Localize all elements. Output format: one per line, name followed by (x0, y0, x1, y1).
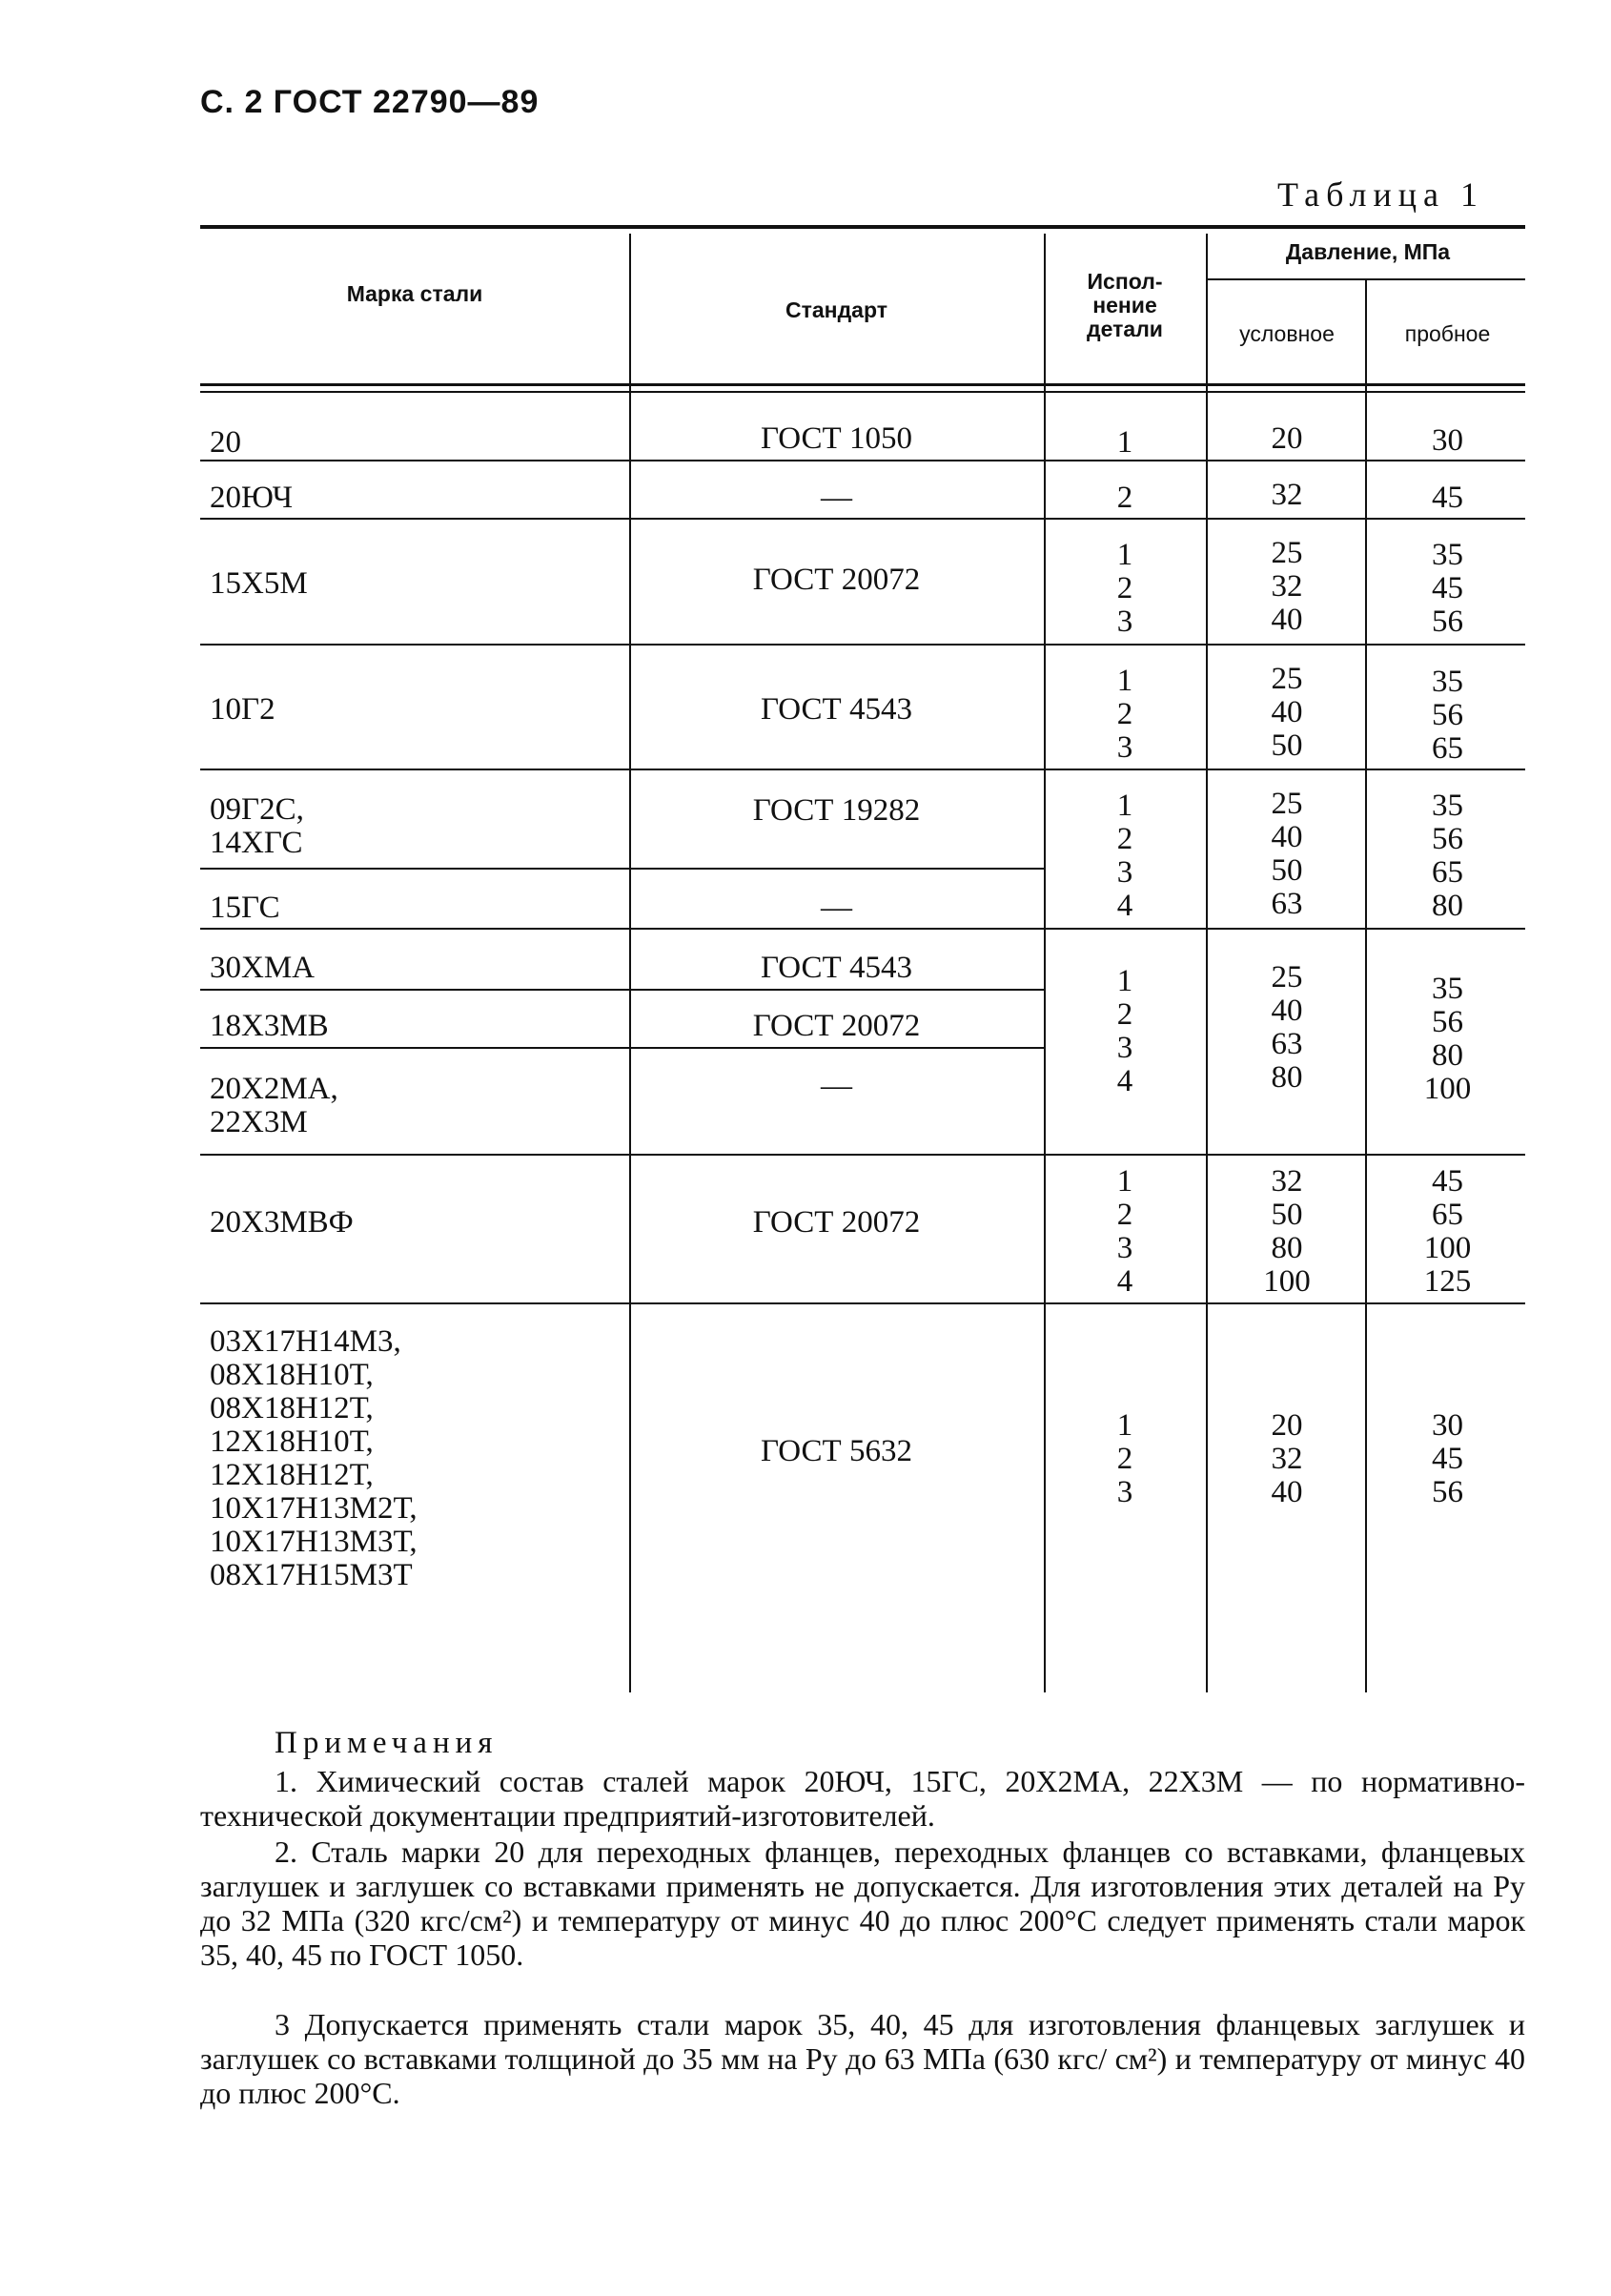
col-header-grade: Марка стали (346, 281, 483, 306)
test-pressure-cell: 35 56 80 100 (1423, 972, 1472, 1106)
row-rule (200, 1154, 1525, 1156)
note-item: 1. Химический состав сталей марок 20ЮЧ, 15ГС, 20Х2МА, 22Х3М — по нормативно-технической документации предприятий-изготовителей. (200, 1764, 1525, 1833)
standard-cell: ГОСТ 4543 (761, 951, 912, 985)
col-divider-4 (1365, 278, 1367, 1692)
header-bottom-rule-2 (200, 391, 1525, 393)
grade-cell: 20ЮЧ (210, 481, 294, 515)
standard-cell: ГОСТ 5632 (761, 1434, 912, 1468)
row-rule (200, 868, 1044, 870)
test-pressure-cell: 30 45 56 (1432, 1408, 1463, 1509)
grade-cell: 20Х2МА, 22Х3М (210, 1072, 338, 1139)
standard-cell: — (821, 891, 852, 925)
col-divider-2 (1044, 234, 1046, 1692)
standard-cell: ГОСТ 20072 (752, 563, 921, 597)
grade-cell: 30ХМА (210, 951, 316, 985)
col-divider-3 (1206, 234, 1208, 1692)
col-divider-1 (629, 234, 631, 1692)
grade-cell: 18Х3МВ (210, 1009, 329, 1043)
nominal-pressure-cell: 32 (1271, 478, 1303, 512)
standard-cell: ГОСТ 20072 (752, 1009, 921, 1043)
standard-cell: ГОСТ 4543 (761, 692, 912, 727)
standard-cell: ГОСТ 1050 (761, 421, 912, 456)
header-bottom-rule (200, 383, 1525, 386)
row-rule (200, 1302, 1525, 1304)
test-pressure-cell: 35 45 56 (1432, 538, 1463, 639)
page-header: С. 2 ГОСТ 22790—89 (200, 84, 540, 120)
row-rule (200, 460, 1525, 461)
execution-cell: 1 2 3 (1116, 538, 1133, 639)
col-header-execution: Испол- нение детали (1087, 269, 1163, 341)
grade-cell: 15ГС (210, 891, 280, 925)
nominal-pressure-cell: 32 50 80 100 (1263, 1164, 1311, 1299)
execution-cell: 1 2 3 4 (1116, 1164, 1133, 1299)
row-rule (200, 928, 1525, 930)
execution-cell: 1 2 3 (1116, 1408, 1133, 1509)
col-header-standard: Стандарт (785, 297, 887, 322)
table-top-rule (200, 225, 1525, 229)
col-header-nominal: условное (1239, 321, 1335, 346)
test-pressure-cell: 30 (1432, 423, 1463, 458)
grade-cell: 20 (210, 425, 241, 460)
nominal-pressure-cell: 20 (1271, 421, 1303, 456)
execution-cell: 1 (1116, 425, 1133, 460)
test-pressure-cell: 35 56 65 80 (1432, 789, 1463, 923)
test-pressure-cell: 45 65 100 125 (1423, 1164, 1472, 1299)
nominal-pressure-cell: 25 32 40 (1271, 536, 1303, 637)
grade-cell: 20Х3МВФ (210, 1205, 354, 1240)
nominal-pressure-cell: 25 40 50 (1271, 662, 1303, 763)
table-title: Таблица 1 (1277, 175, 1484, 214)
nominal-pressure-cell: 20 32 40 (1271, 1408, 1303, 1509)
row-rule (200, 769, 1525, 770)
row-rule (200, 1047, 1044, 1049)
test-pressure-cell: 35 56 65 (1432, 665, 1463, 766)
grade-cell: 03Х17Н14М3, 08Х18Н10Т, 08Х18Н12Т, 12Х18Н10Т, 12Х18Н12Т, 10Х17Н13М2Т, 10Х17Н13М3Т, 08Х17Н15М3Т (210, 1324, 418, 1592)
grade-cell: 09Г2С, 14ХГС (210, 792, 304, 860)
standard-cell: ГОСТ 20072 (752, 1205, 921, 1240)
nominal-pressure-cell: 25 40 50 63 (1271, 787, 1303, 921)
row-rule (200, 518, 1525, 520)
nominal-pressure-cell: 25 40 63 80 (1271, 960, 1303, 1095)
execution-cell: 1 2 3 4 (1116, 964, 1133, 1098)
execution-cell: 1 2 3 4 (1116, 789, 1133, 923)
notes-title: Примечания (275, 1726, 499, 1760)
standard-cell: — (821, 1069, 852, 1103)
note-item: 2. Сталь марки 20 для переходных фланцев, переходных фланцев со вставками, фланцевых заглушек и заглушек со вставками применять не допускается. Для изготовления этих деталей на Pу до 32 МПа (320 кгс/см²) и температуру от минус 40 до плюс 200°С следует применять стали марок 35, 40, 45 по ГОСТ 1050. (200, 1835, 1525, 1972)
execution-cell: 2 (1116, 481, 1133, 515)
grade-cell: 10Г2 (210, 692, 275, 727)
execution-cell: 1 2 3 (1116, 664, 1133, 765)
note-item: 3 Допускается применять стали марок 35, 40, 45 для изготовления фланцевых заглушек и заглушек со вставками толщиной до 35 мм на Pу до 63 МПа (630 кгс/ см²) и температуру от минус 40 до плюс 200°С. (200, 2007, 1525, 2110)
col-header-pressure: Давление, МПа (1285, 239, 1451, 264)
row-rule (200, 989, 1044, 991)
col-header-test: пробное (1404, 321, 1491, 346)
standard-cell: — (821, 481, 852, 515)
grade-cell: 15Х5М (210, 566, 308, 601)
test-pressure-cell: 45 (1432, 481, 1463, 515)
standard-cell: ГОСТ 19282 (752, 793, 921, 828)
row-rule (200, 644, 1525, 646)
